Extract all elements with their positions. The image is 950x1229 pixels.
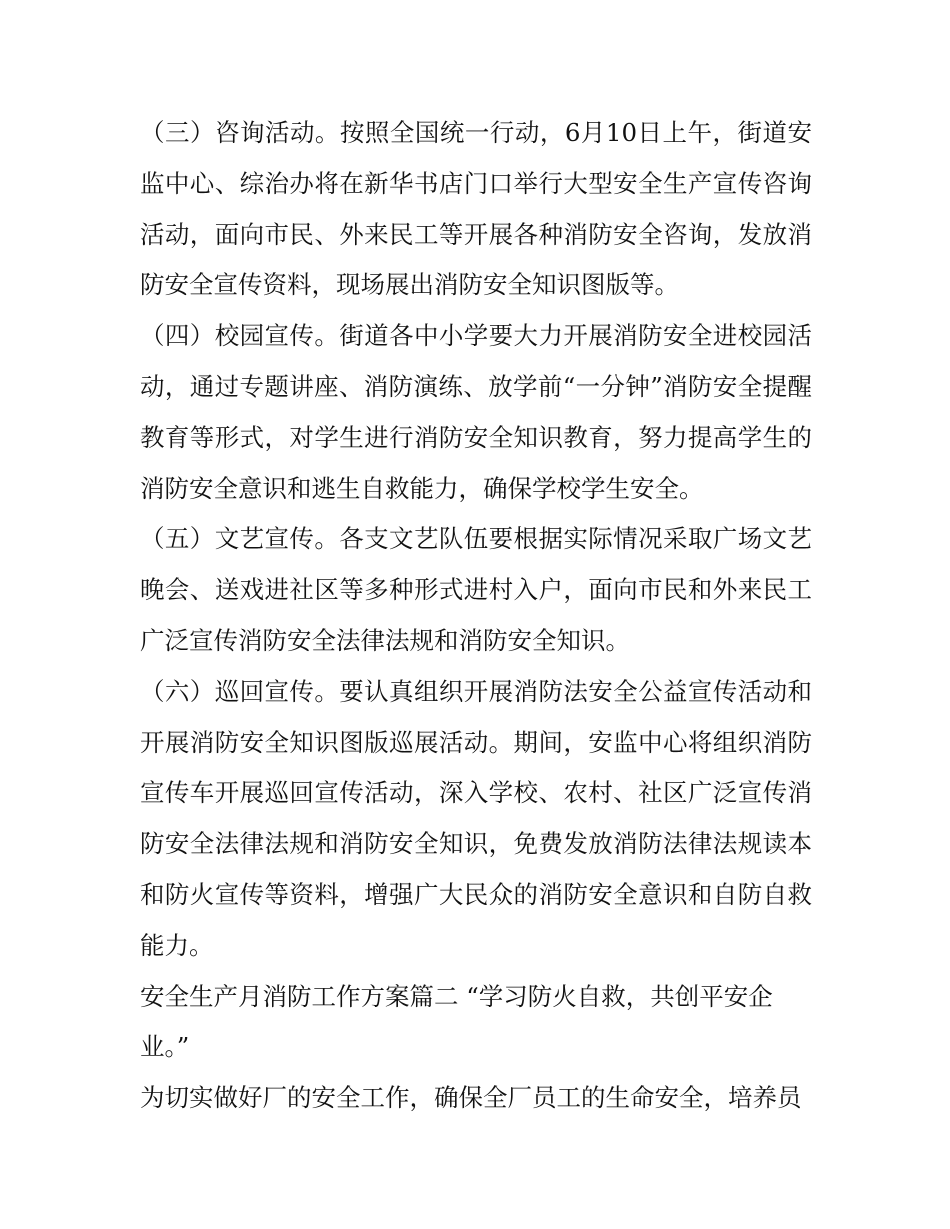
- paragraph-consultation: （三）咨询活动。按照全国统一行动，6月10日上午，街道安监中心、综治办将在新华书店门口举行大型安全生产宣传咨询活动，面向市民、外来民工等开展各种消防安全咨询，发放消防安全宣传资料，现场展出消防安全知识图版等。: [140, 118, 812, 300]
- section-heading-part-two: 安全生产月消防工作方案篇二 “学习防火自救，共创平安企业。”: [140, 981, 773, 1062]
- paragraph-arts-publicity: （五）文艺宣传。各支文艺队伍要根据实际情况采取广场文艺晚会、送戏进社区等多种形式进村入户，面向市民和外来民工广泛宣传消防安全法律法规和消防安全知识。: [140, 524, 812, 655]
- paragraph-factory-safety: 为切实做好厂的安全工作，确保全厂员工的生命安全，培养员: [140, 1083, 802, 1113]
- document-body: [140, 108, 812, 1124]
- paragraph-touring-publicity: （六）巡回宣传。要认真组织开展消防法安全公益宣传活动和开展消防安全知识图版巡展活动。期间，安监中心将组织消防宣传车开展巡回宣传活动，深入学校、农村、社区广泛宣传消防安全法律法规和消防安全知识，免费发放消防法律法规读本和防火宣传等资料，增强广大民众的消防安全意识和自防自救能力。: [140, 676, 812, 960]
- paragraph-campus-publicity: （四）校园宣传。街道各中小学要大力开展消防安全进校园活动，通过专题讲座、消防演练、放学前“一分钟”消防安全提醒教育等形式，对学生进行消防安全知识教育，努力提高学生的消防安全意识和逃生自救能力，确保学校学生安全。: [140, 321, 812, 503]
